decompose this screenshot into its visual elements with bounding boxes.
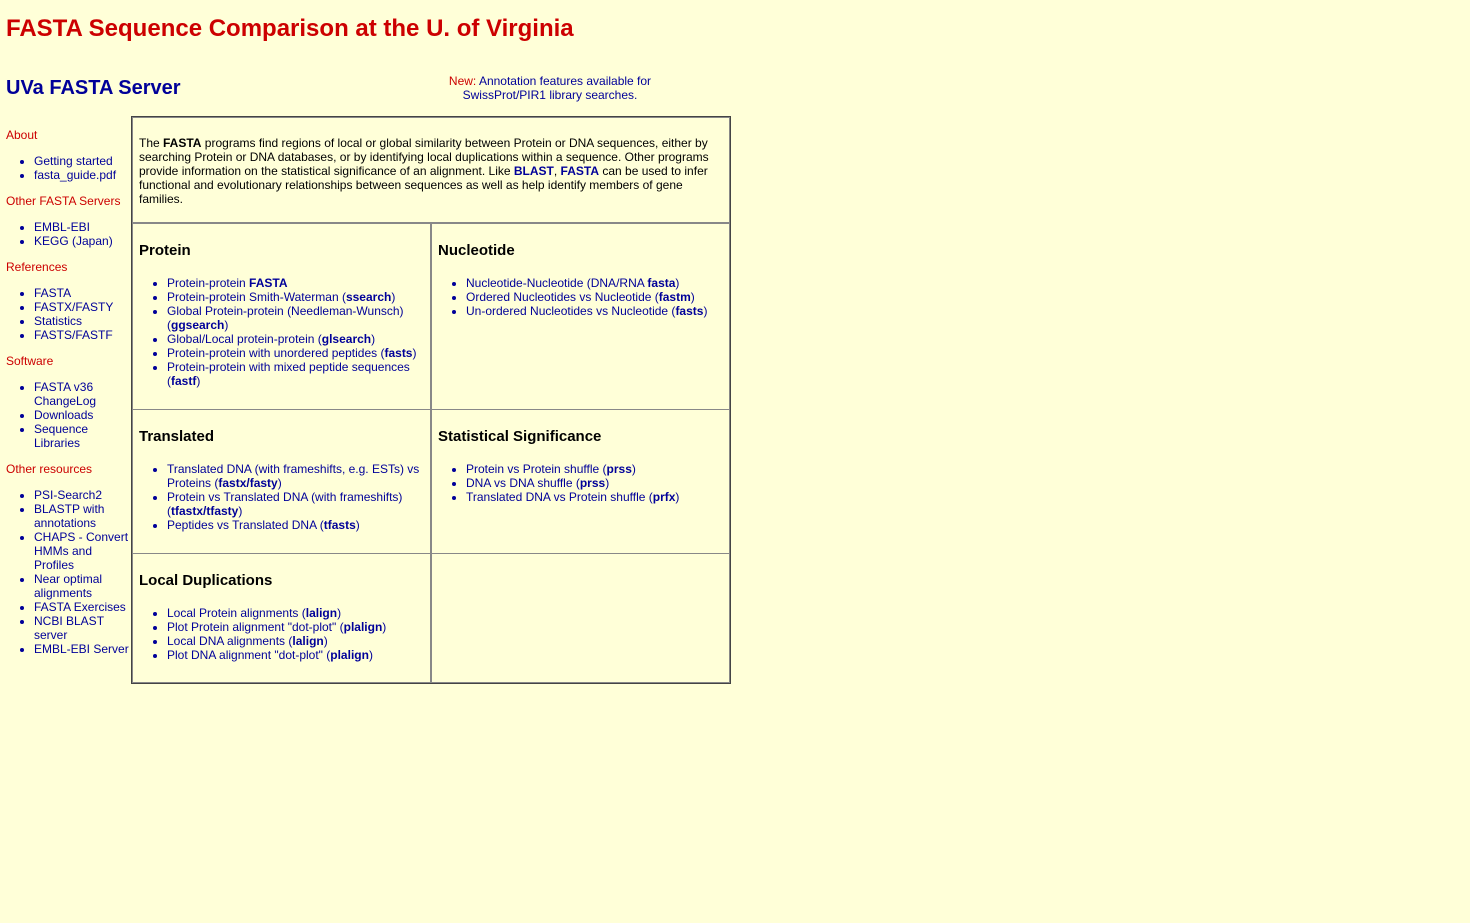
local-dup-cell xyxy=(132,553,431,683)
sidebar-heading-references[interactable]: References xyxy=(6,260,68,274)
intro-text-1: The xyxy=(139,136,164,150)
statistical-program-link-text[interactable]: DNA vs DNA shuffle (prss) xyxy=(466,476,610,490)
protein-program-link[interactable] xyxy=(167,346,424,360)
program-name[interactable]: fasts xyxy=(384,346,413,360)
sidebar-heading-other-servers[interactable]: Other FASTA Servers xyxy=(6,194,121,208)
translated-program-link[interactable] xyxy=(167,518,424,532)
sidebar-item-resource[interactable] xyxy=(34,488,130,502)
news-announcement xyxy=(440,74,660,102)
nucleotide-program-link[interactable] xyxy=(466,290,723,304)
statistical-program-link[interactable] xyxy=(466,476,723,490)
protein-cell xyxy=(132,223,431,410)
sidebar-item-resource-link[interactable]: NCBI BLAST server xyxy=(34,614,104,642)
sidebar-nav xyxy=(6,128,130,668)
program-name[interactable]: prss xyxy=(579,476,606,490)
sidebar-item-resource-link[interactable]: EMBL-EBI Server xyxy=(34,642,129,656)
program-name[interactable]: fastx/fasty xyxy=(218,476,278,490)
sidebar-item-reference[interactable] xyxy=(34,286,130,300)
sidebar-item-server-link[interactable]: KEGG (Japan) xyxy=(34,234,113,248)
sidebar-item-reference[interactable] xyxy=(34,300,130,314)
sidebar-item-about-link[interactable]: Getting started xyxy=(34,154,113,168)
nucleotide-program-link-text[interactable]: Nucleotide-Nucleotide (DNA/RNA fasta) xyxy=(466,276,680,290)
program-name[interactable]: plalign xyxy=(343,620,383,634)
program-name[interactable]: tfastx/tfasty xyxy=(171,504,239,518)
protein-program-link[interactable] xyxy=(167,304,424,332)
protein-program-link-text[interactable]: Global/Local protein-protein (glsearch) xyxy=(167,332,376,346)
translated-cell xyxy=(132,409,431,554)
nucleotide-program-link[interactable] xyxy=(466,276,723,290)
program-name[interactable]: lalign xyxy=(305,606,338,620)
empty-cell xyxy=(431,553,730,683)
statistical-list xyxy=(438,462,723,504)
sidebar-item-resource-link[interactable]: FASTA Exercises xyxy=(34,600,126,614)
nucleotide-cell xyxy=(431,223,730,410)
sidebar-heading-software[interactable]: Software xyxy=(6,354,54,368)
nucleotide-list xyxy=(438,276,723,318)
program-name[interactable]: FASTA xyxy=(249,276,288,290)
translated-program-link[interactable] xyxy=(167,462,424,490)
program-name[interactable]: fasta xyxy=(647,276,676,290)
sidebar-item-resource[interactable] xyxy=(34,642,130,656)
protein-program-link-text[interactable]: Protein-protein FASTA xyxy=(167,276,288,290)
sidebar-item-server[interactable] xyxy=(34,220,130,234)
sidebar-item-reference[interactable] xyxy=(34,328,130,342)
sidebar-item-about[interactable] xyxy=(34,168,130,182)
local-dup-program-link[interactable] xyxy=(167,606,424,620)
statistical-program-link-text[interactable]: Translated DNA vs Protein shuffle (prfx) xyxy=(466,490,680,504)
sidebar-item-server[interactable] xyxy=(34,234,130,248)
protein-program-link-text[interactable]: Protein-protein Smith-Waterman (ssearch) xyxy=(167,290,396,304)
sidebar-item-reference[interactable] xyxy=(34,314,130,328)
statistical-heading: Statistical Significance xyxy=(438,428,602,445)
sidebar-item-reference-link[interactable]: FASTS/FASTF xyxy=(34,328,113,342)
local-dup-program-link-text[interactable]: Plot DNA alignment "dot-plot" (plalign) xyxy=(167,648,373,662)
sidebar-list-references xyxy=(6,286,130,342)
protein-heading: Protein xyxy=(139,242,191,259)
translated-program-link-text[interactable]: Translated DNA (with frameshifts, e.g. ESTs) vs Proteins (fastx/fasty) xyxy=(167,462,420,490)
protein-program-link[interactable] xyxy=(167,360,424,388)
translated-heading: Translated xyxy=(139,428,215,445)
program-name[interactable]: lalign xyxy=(292,634,324,648)
program-name[interactable]: fastf xyxy=(171,374,197,388)
program-name[interactable]: fasts xyxy=(675,304,704,318)
intro-text-2: programs find regions of local or global similarity between Protein or DNA sequences, either by searching Protein or DNA databases, or by identifying local duplications within a sequence. Other programs provide information on the statistical significance of an alignment. Like xyxy=(139,136,709,178)
local-dup-program-link[interactable] xyxy=(167,620,424,634)
protein-program-link-text[interactable]: Global Protein-protein (Needleman-Wunsch) (ggsearch) xyxy=(167,304,404,332)
sidebar-item-reference-link[interactable]: FASTX/FASTY xyxy=(34,300,114,314)
news-label: New: xyxy=(448,74,477,88)
statistical-program-link[interactable] xyxy=(466,490,723,504)
protein-program-link-text[interactable]: Protein-protein with unordered peptides (fasts) xyxy=(167,346,417,360)
local-dup-program-link-text[interactable]: Plot Protein alignment "dot-plot" (plalign) xyxy=(167,620,387,634)
sidebar-item-resource[interactable] xyxy=(34,614,130,642)
intro-text-3: can be used to infer functional and evolutionary relationships between sequences as well as help identify members of gene families. xyxy=(139,164,708,206)
intro-comma: , xyxy=(553,164,561,178)
sidebar-heading-other-resources[interactable]: Other resources xyxy=(6,462,93,476)
program-name[interactable]: tfasts xyxy=(323,518,356,532)
local-dup-heading: Local Duplications xyxy=(139,572,273,589)
protein-list xyxy=(139,276,424,388)
sidebar-list-about xyxy=(6,154,130,182)
protein-program-link[interactable] xyxy=(167,290,424,304)
program-table xyxy=(131,116,731,684)
local-dup-program-link-text[interactable]: Local DNA alignments (lalign) xyxy=(167,634,328,648)
translated-program-link-text[interactable]: Protein vs Translated DNA (with frameshifts) (tfastx/tfasty) xyxy=(167,490,403,518)
intro-cell xyxy=(132,117,730,223)
local-dup-program-link-text[interactable]: Local Protein alignments (lalign) xyxy=(167,606,342,620)
program-name[interactable]: prfx xyxy=(652,490,676,504)
sidebar-item-software[interactable] xyxy=(34,422,130,450)
sidebar-item-resource[interactable] xyxy=(34,572,130,600)
statistical-program-link[interactable] xyxy=(466,462,723,476)
sidebar-heading-about[interactable]: About xyxy=(6,128,38,142)
news-link-line1[interactable]: Annotation features available for xyxy=(478,74,652,88)
protein-program-link[interactable] xyxy=(167,332,424,346)
sidebar-item-software[interactable] xyxy=(34,380,130,408)
statistical-program-link-text[interactable]: Protein vs Protein shuffle (prss) xyxy=(466,462,636,476)
sidebar-list-other-servers xyxy=(6,220,130,248)
server-subtitle: UVa FASTA Server xyxy=(6,77,181,99)
nucleotide-program-link-text[interactable]: Un-ordered Nucleotides vs Nucleotide (fasts) xyxy=(466,304,708,318)
sidebar-item-resource-link[interactable]: CHAPS - Convert HMMs and Profiles xyxy=(34,530,129,572)
nucleotide-heading: Nucleotide xyxy=(438,242,515,259)
nucleotide-program-link[interactable] xyxy=(466,304,723,318)
program-name[interactable]: prss xyxy=(606,462,632,476)
program-name[interactable]: ggsearch xyxy=(171,318,225,332)
sidebar-item-software-link[interactable]: Downloads xyxy=(34,408,94,422)
sidebar-item-resource[interactable] xyxy=(34,530,130,572)
program-name[interactable]: glsearch xyxy=(321,332,372,346)
sidebar-item-software-link[interactable]: Sequence Libraries xyxy=(34,422,89,450)
sidebar-item-software-link[interactable]: FASTA v36 ChangeLog xyxy=(34,380,97,408)
sidebar-item-server-link[interactable]: EMBL-EBI xyxy=(34,220,91,234)
blast-link[interactable]: BLAST xyxy=(513,164,554,178)
intro-fasta: FASTA xyxy=(163,136,202,150)
local-dup-program-link[interactable] xyxy=(167,648,424,662)
sidebar-item-resource[interactable] xyxy=(34,502,130,530)
nucleotide-program-link-text[interactable]: Ordered Nucleotides vs Nucleotide (fastm) xyxy=(466,290,695,304)
local-dup-program-link[interactable] xyxy=(167,634,424,648)
local-dup-list xyxy=(139,606,424,662)
program-name[interactable]: ssearch xyxy=(345,290,392,304)
sidebar-item-resource-link[interactable]: PSI-Search2 xyxy=(34,488,103,502)
protein-program-link[interactable] xyxy=(167,276,424,290)
sidebar-item-reference-link[interactable]: FASTA xyxy=(34,286,72,300)
program-name[interactable]: plalign xyxy=(330,648,369,662)
translated-program-link-text[interactable]: Peptides vs Translated DNA (tfasts) xyxy=(167,518,360,532)
program-name[interactable]: fastm xyxy=(658,290,691,304)
sidebar-item-software[interactable] xyxy=(34,408,130,422)
news-link-line2[interactable]: SwissProt/PIR1 library searches. xyxy=(462,88,638,102)
sidebar-item-about[interactable] xyxy=(34,154,130,168)
page-title: FASTA Sequence Comparison at the U. of Virginia xyxy=(6,15,574,42)
sidebar-item-about-link[interactable]: fasta_guide.pdf xyxy=(34,168,117,182)
sidebar-item-resource-link[interactable]: Near optimal alignments xyxy=(34,572,103,600)
sidebar-item-resource-link[interactable]: BLASTP with annotations xyxy=(34,502,105,530)
translated-program-link[interactable] xyxy=(167,490,424,518)
fasta-link[interactable]: FASTA xyxy=(560,164,599,178)
sidebar-item-resource[interactable] xyxy=(34,600,130,614)
sidebar-list-software xyxy=(6,380,130,450)
protein-program-link-text[interactable]: Protein-protein with mixed peptide sequences (fastf) xyxy=(167,360,410,388)
sidebar-item-reference-link[interactable]: Statistics xyxy=(34,314,83,328)
statistical-cell xyxy=(431,409,730,554)
sidebar-list-other-resources xyxy=(6,488,130,656)
translated-list xyxy=(139,462,424,532)
